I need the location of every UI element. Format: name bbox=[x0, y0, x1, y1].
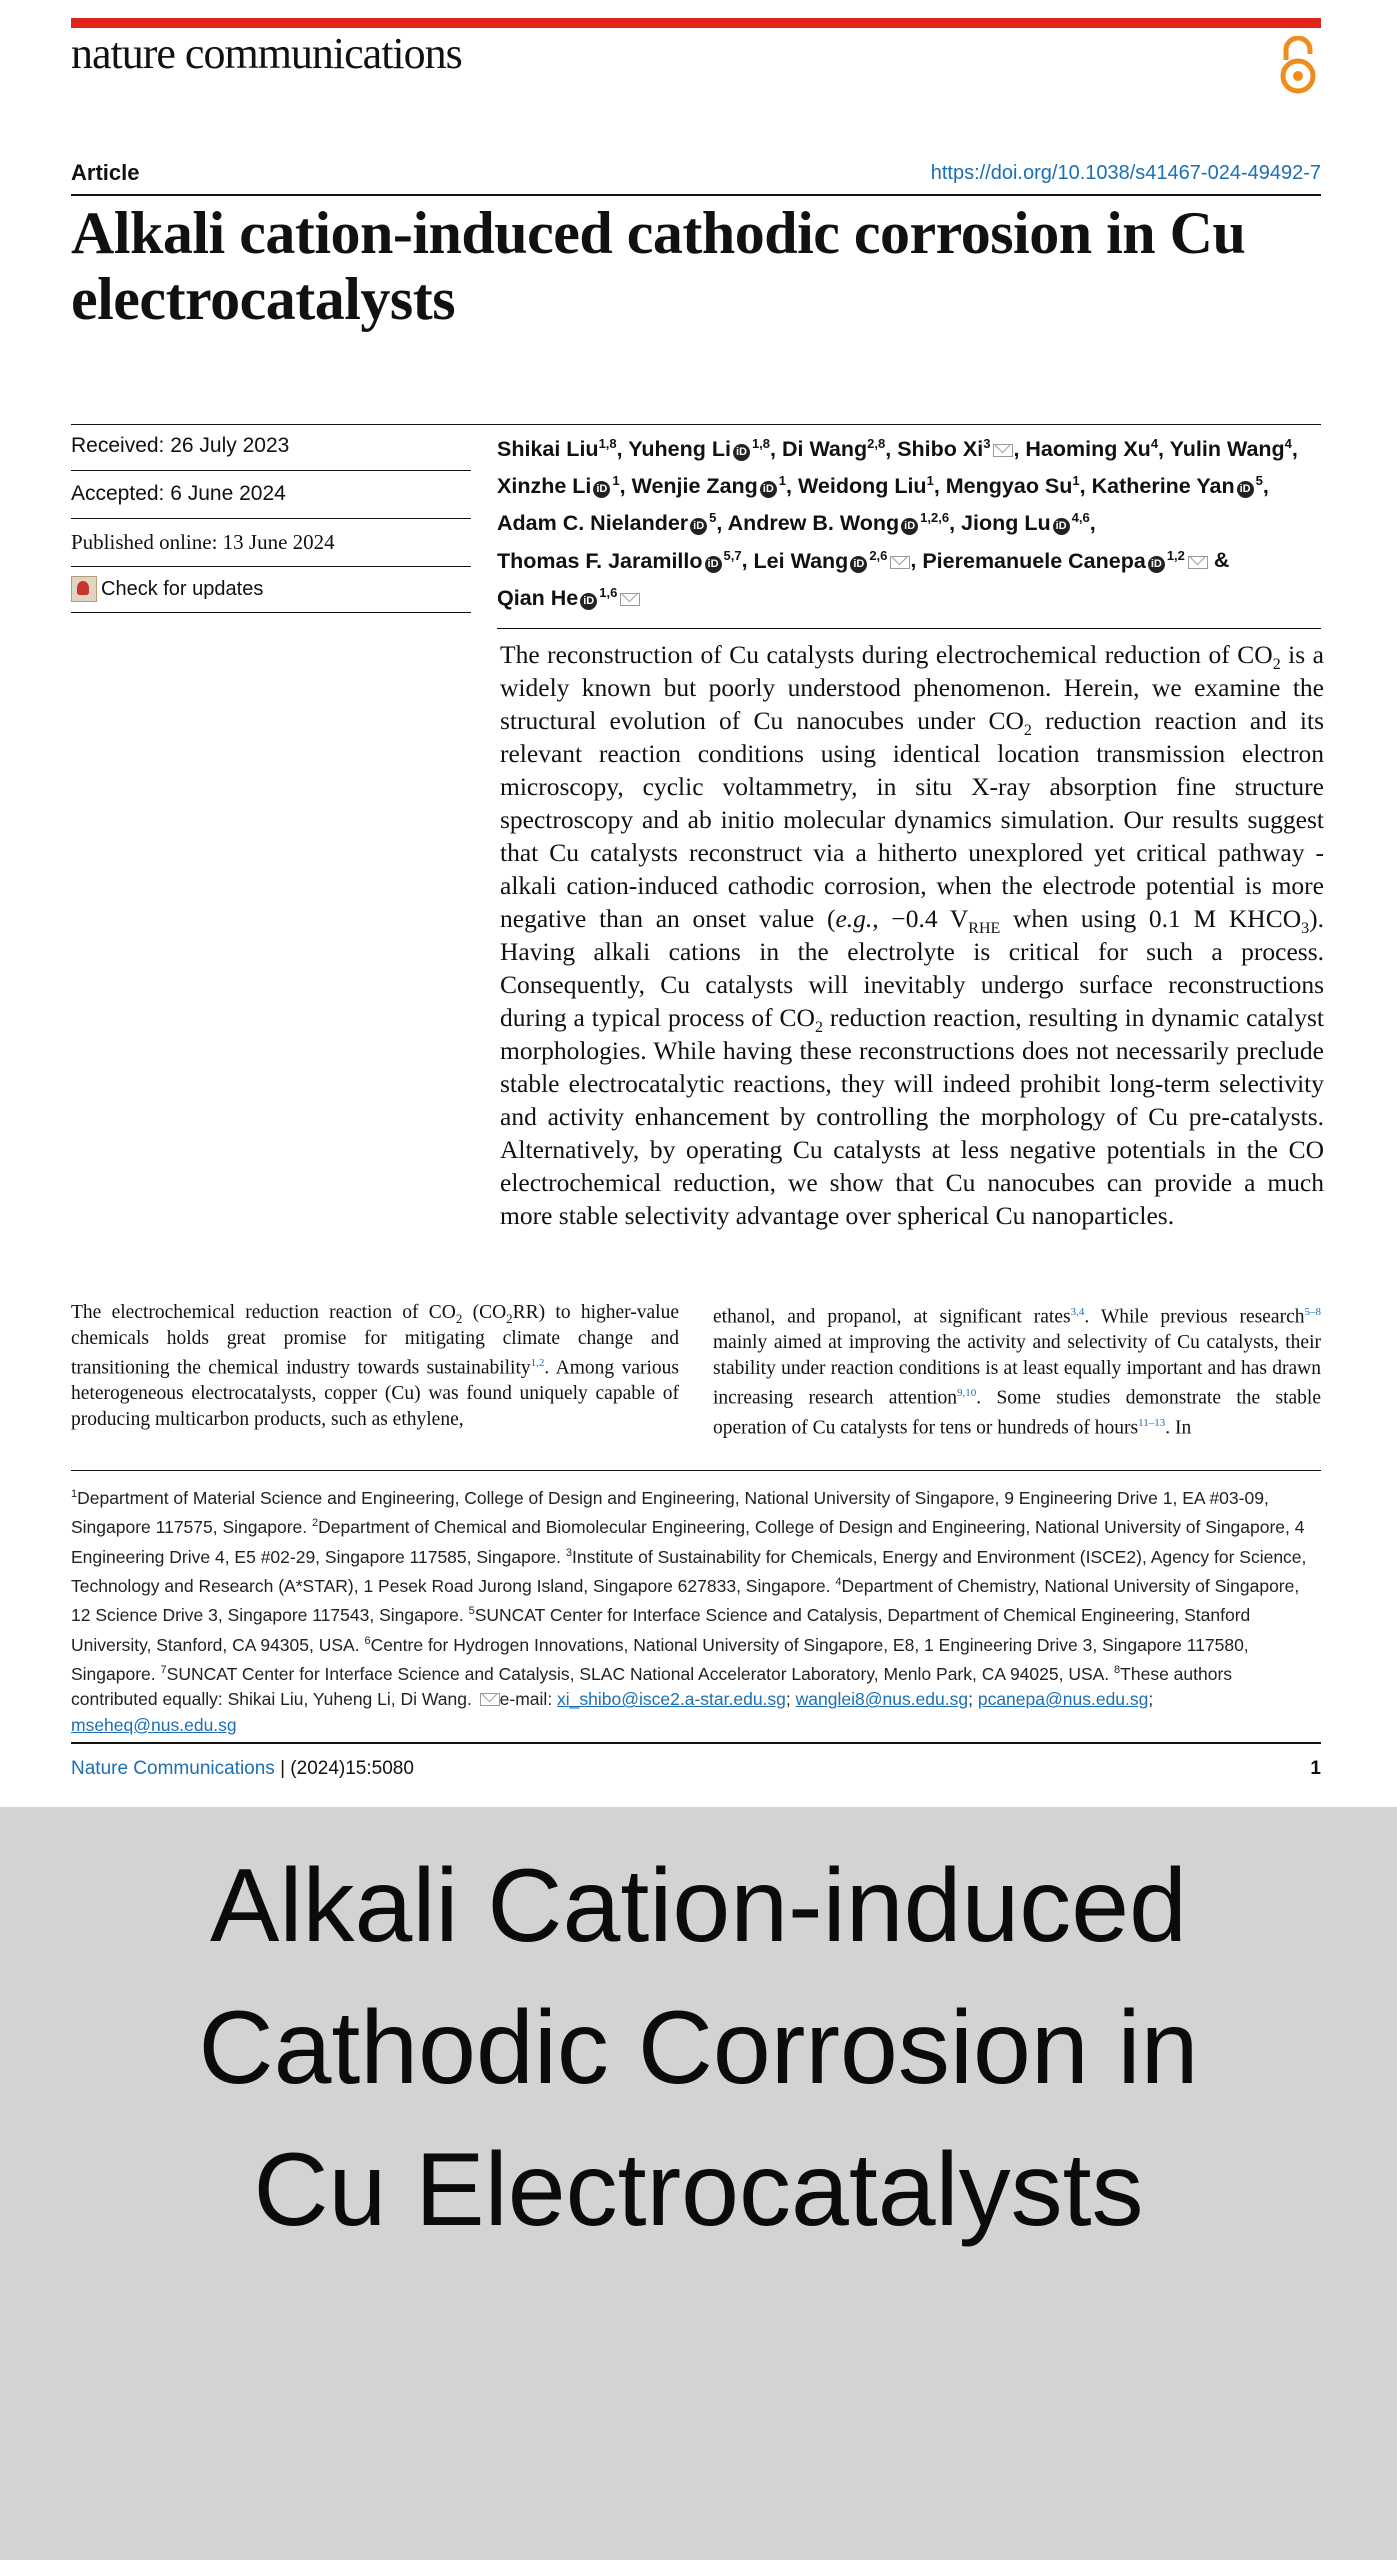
reference-link[interactable]: 9,10 bbox=[956, 1387, 977, 1399]
author-list: Shikai Liu$^{1,8}$, Yuheng Li iD$^{1,8}$, Di Wang$^{2,8}$, Shibo Xi$^3$ , Haoming Xu$^4$, Yulin Wang$^4$, Xinzhe Li $iD^1$, Wenjie Zang $iD^1$, Weidong Liu$^1$, Mengyao Su$^1$, Katherine Yan $iD^5$, Adam C. Nielander $iD^5$, Andrew B. Wong iD$^{1,2,6}$, Jiong Lu iD$^{4,6}$, Thomas F. Jaramillo iD$^{5,7}$, Lei Wang iD$^{2,6}$ , Pieremanuele Canepa iD$^{1,2}$ & Qian He iD$^{1,6}$ bbox=[497, 436, 1298, 610]
orcid-icon[interactable]: iD bbox=[705, 556, 722, 573]
email-link[interactable]: pcanepa@nus.edu.sg bbox=[977, 1689, 1149, 1710]
author-name[interactable]: Andrew B. Wong iD$^{1,2,6}$ bbox=[727, 510, 950, 536]
orcid-icon[interactable]: iD bbox=[690, 518, 707, 535]
affiliations: $^1$Department of Material Science and Engineering, College of Design and Engineering, National University of Singapore, 9 Engineering Drive 1, EA #03-09, Singapore 117575, Singapore. $^2$Department of Chemical and Biomolecular Engineering, College of Design and Engineering, National University of Singapore, 4 Engineering Drive 4, E5 #02-29, Singapore 117585, Singapore. $^3$Institute of Sustainability for Chemicals, Energy and Environment (ISCE2), Agency for Science, Technology and Research (A*STAR), 1 Pesek Road Jurong Island, Singapore 627833, Singapore. $^4$Department of Chemistry, National University of Singapore, 12 Science Drive 3, Singapore 117543, Singapore. $^5$SUNCAT Center for Interface Science and Catalysis, Department of Chemical Engineering, Stanford University, Stanford, CA 94305, USA. $^6$Centre for Hydrogen Innovations, National University of Singapore, E8, 1 Engineering Drive 3, Singapore 117580, Singapore. $^7$SUNCAT Center for Interface Science and Catalysis, SLAC National Accelerator Laboratory, Menlo Park, CA 94025, USA. $^8$These authors contributed equally: Shikai Liu, Yuheng Li, Di Wang. e-mail: xi_shibo@isce2.a-star.edu.sg; wanglei8@nus.edu.sg; pcanepa@nus.edu.sg; mseheq@nus.edu.sg bbox=[71, 1487, 1307, 1735]
orcid-icon[interactable]: iD bbox=[580, 593, 597, 610]
orcid-icon[interactable]: iD bbox=[850, 556, 867, 573]
body-column-left: The electrochemical reduction reaction of $CO_2$ $(CO_2RR)$ to higher-value chemicals holds great promise for mitigating climate change and transitioning the chemical industry towards sustainability$^{1,2}$. Among various heterogeneous electrocatalysts, copper (Cu) was found uniquely capable of producing multicarbon products, such as ethylene, bbox=[71, 1302, 679, 1430]
author-name[interactable]: Jiong Lu iD$^{4,6}$ bbox=[961, 510, 1090, 536]
author-name[interactable]: Qian He iD$^{1,6}$ bbox=[497, 586, 640, 610]
orcid-icon[interactable]: iD bbox=[760, 481, 777, 498]
meta-row-divider bbox=[71, 566, 471, 567]
footer-journal-link[interactable]: Nature Communications bbox=[71, 1758, 275, 1779]
reference-link[interactable]: 11–13 bbox=[1138, 1417, 1166, 1429]
author-name[interactable]: Shibo Xi$^3$ bbox=[897, 437, 1013, 461]
doi-link[interactable]: https://doi.org/10.1038/s41467-024-49492-7 bbox=[930, 162, 1321, 184]
author-name[interactable]: Adam C. Nielander $iD^5$ bbox=[497, 510, 717, 536]
author-name[interactable]: Wenjie Zang $iD^1$ bbox=[631, 473, 787, 499]
email-icon bbox=[480, 1693, 500, 1706]
email-link[interactable]: xi_shibo@isce2.a-star.edu.sg bbox=[557, 1689, 786, 1710]
received-date: Received: 26 July 2023 bbox=[71, 434, 290, 457]
body-column-right: ethanol, and propanol, at significant rates$^{3,4}$. While previous research$^{5-8}$ mainly aimed at improving the activity and selectivity of Cu catalysts, their stability under reaction conditions is at least equally important and has drawn increasing research attention$^{9,10}$. Some studies demonstrate the stable operation of Cu catalysts for tens or hundreds of hours$^{11-13}$. In bbox=[713, 1306, 1321, 1439]
orcid-icon[interactable]: iD bbox=[901, 518, 918, 535]
orcid-icon[interactable]: iD bbox=[1053, 518, 1070, 535]
article-title: Alkali cation-induced cathodic corrosion in Cu electrocatalysts bbox=[71, 200, 1246, 332]
orcid-icon[interactable]: iD bbox=[593, 481, 610, 498]
abstract: The reconstruction of Cu catalysts during electrochemical reduction of $CO_2$ is a widely known but poorly understood phenomenon. Herein, we examine the structural evolution of Cu nanocubes under $CO_2$ reduction reaction and its relevant reaction conditions using identical location transmission electron microscopy, cyclic voltammetry, in situ X-ray absorption fine structure spectroscopy and ab initio molecular dynamics simulation. Our results suggest that Cu catalysts reconstruct via a hitherto unexplored yet critical pathway - alkali cation-induced cathodic corrosion, when the electrode potential is more negative than an onset value (e.g., −0.4 $V_{RHE}$ when using 0.1 M $KHCO_3$). Having alkali cations in the electrolyte is critical for such a process. Consequently, Cu catalysts will inevitably undergo surface reconstructions during a typical process of $CO_2$ reduction reaction, resulting in dynamic catalyst morphologies. While having these reconstructions does not necessarily preclude stable electrocatalytic reactions, they will indeed prohibit long-term selectivity and activity enhancement by controlling the morphology of Cu pre-catalysts. Alternatively, by operating Cu catalysts at less negative potentials in the CO electrochemical reduction, we show that Cu nanocubes can provide a much more stable selectivity advantage over spherical Cu nanoparticles. bbox=[500, 640, 1325, 1230]
published-date: Published online: 13 June 2024 bbox=[71, 530, 335, 554]
reference-link[interactable]: 1,2 bbox=[530, 1357, 545, 1369]
abstract-divider bbox=[497, 628, 1321, 629]
check-for-updates-icon bbox=[71, 576, 97, 602]
journal-name: nature communications bbox=[71, 29, 462, 78]
affiliations-divider bbox=[71, 1470, 1321, 1471]
email-icon[interactable] bbox=[993, 444, 1013, 457]
author-name[interactable]: Yulin Wang$^4$ bbox=[1169, 436, 1292, 462]
open-access-icon bbox=[1278, 36, 1318, 96]
author-name[interactable]: Pieremanuele Canepa iD$^{1,2}$ bbox=[922, 549, 1208, 573]
orcid-icon[interactable]: iD bbox=[1237, 481, 1254, 498]
author-name[interactable]: Thomas F. Jaramillo iD$^{5,7}$ bbox=[497, 547, 742, 573]
author-name[interactable]: Mengyao Su$^1$ bbox=[945, 473, 1080, 499]
accepted-date: Accepted: 6 June 2024 bbox=[71, 482, 286, 505]
footer-divider bbox=[71, 1742, 1321, 1744]
article-type-label: Article bbox=[71, 160, 140, 185]
meta-row-divider bbox=[71, 470, 471, 471]
author-name[interactable]: Lei Wang iD$^{2,6}$ bbox=[754, 549, 911, 573]
email-icon[interactable] bbox=[620, 593, 640, 606]
author-name[interactable]: Haoming Xu$^4$ bbox=[1025, 436, 1159, 462]
author-name[interactable]: Shikai Liu$^{1,8}$ bbox=[497, 436, 617, 462]
email-link[interactable]: wanglei8@nus.edu.sg bbox=[795, 1689, 969, 1710]
email-icon[interactable] bbox=[1188, 556, 1208, 569]
article-body bbox=[71, 1300, 1321, 1441]
meta-row-divider bbox=[71, 518, 471, 519]
author-name[interactable]: Di Wang$^{2,8}$ bbox=[781, 436, 886, 462]
email-link[interactable]: mseheq@nus.edu.sg bbox=[71, 1714, 237, 1735]
reference-link[interactable]: 5–8 bbox=[1304, 1306, 1321, 1318]
author-name[interactable]: Yuheng Li iD$^{1,8}$ bbox=[628, 436, 771, 462]
author-name[interactable]: Katherine Yan $iD^5$ bbox=[1091, 473, 1263, 499]
author-name[interactable]: Weidong Liu$^1$ bbox=[797, 473, 934, 499]
check-for-updates-button[interactable] bbox=[71, 576, 263, 602]
email-icon[interactable] bbox=[890, 556, 910, 569]
footer-citation: Nature Communications | (2024)15:5080 bbox=[71, 1758, 414, 1779]
orcid-icon[interactable]: iD bbox=[1148, 556, 1165, 573]
header-divider bbox=[71, 194, 1321, 196]
page-number: 1 bbox=[1310, 1758, 1321, 1779]
meta-divider bbox=[71, 424, 1321, 425]
orcid-icon[interactable]: iD bbox=[733, 444, 750, 461]
check-for-updates-label: Check for updates bbox=[101, 577, 264, 600]
author-name[interactable]: Xinzhe Li $iD^1$ bbox=[497, 473, 620, 499]
reference-link[interactable]: 3,4 bbox=[1070, 1306, 1085, 1318]
meta-row-divider bbox=[71, 612, 471, 613]
journal-brand-bar bbox=[71, 18, 1321, 28]
banner-title: Alkali Cation-induced Cathodic Corrosion in Cu Electrocatalysts bbox=[198, 1848, 1199, 2248]
